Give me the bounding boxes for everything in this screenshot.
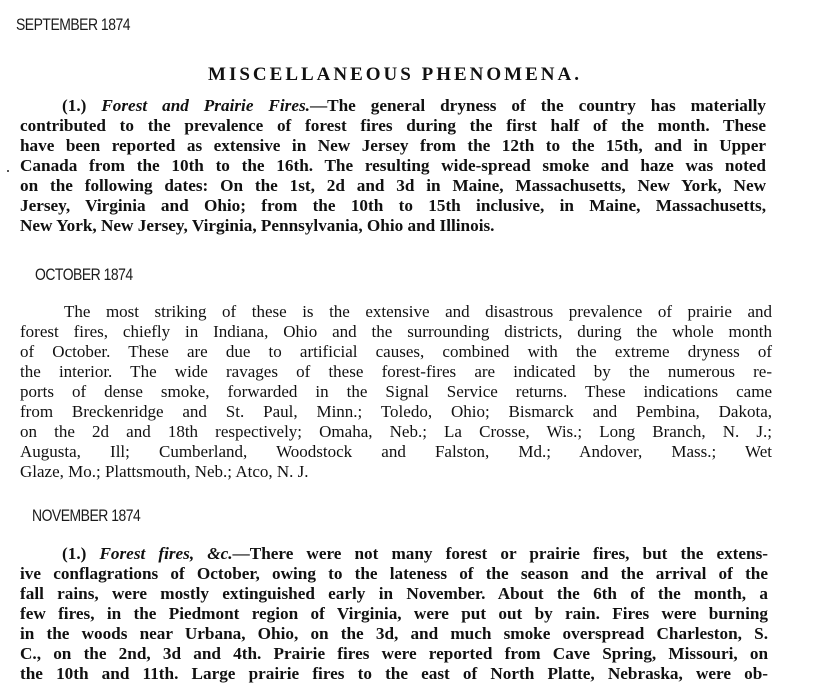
paragraph-line: forest fires, chiefly in Indiana, Ohio and the surrounding districts, during the whole month: [20, 322, 772, 341]
paragraph-line: (1.) Forest and Prairie Fires.—The general dryness of the country has materially: [62, 96, 767, 115]
paragraph-line: Canada from the 10th to the 16th. The resulting wide-spread smoke and haze was noted: [20, 156, 766, 175]
section-heading: Forest and Prairie Fires.: [101, 96, 310, 115]
paragraph-line: ive conflagrations of October, owing to the lateness of the season and the arrival of the: [20, 564, 768, 583]
paragraph-line: from Breckenridge and St. Paul, Minn.; Toledo, Ohio; Bismarck and Pembina, Dakota,: [20, 402, 772, 421]
paragraph-september: [20, 96, 766, 236]
paragraph-november: [20, 544, 768, 684]
paragraph-line: Jersey, Virginia and Ohio; from the 10th to 15th inclusive, in Maine, Massachusetts,: [20, 196, 766, 215]
paragraph-line: ports of dense smoke, forwarded in the Signal Service returns. These indications came: [20, 382, 772, 401]
paragraph-line: of October. These are due to artificial causes, combined with the extreme dryness of: [20, 342, 772, 361]
paragraph-line: contributed to the prevalence of forest fires during the first half of the month. These: [20, 116, 766, 135]
paragraph-line: have been reported as extensive in New Jersey from the 12th to the 15th, and in Upper: [20, 136, 766, 155]
section-heading: Forest fires, &c.: [99, 544, 233, 563]
paragraph-line: the interior. The wide ravages of these forest-fires are indicated by the numerous re-: [20, 362, 772, 381]
paragraph-line: (1.) Forest fires, &c.—There were not many forest or prairie fires, but the extens-: [62, 544, 769, 563]
section-number: (1.): [62, 544, 87, 563]
page-title: MISCELLANEOUS PHENOMENA.: [208, 64, 582, 85]
paragraph-line: Glaze, Mo.; Plattsmouth, Neb.; Atco, N. J.: [20, 462, 309, 481]
paragraph-line: on the following dates: On the 1st, 2d and 3d in Maine, Massachusetts, New York, New: [20, 176, 766, 195]
paragraph-october: [20, 302, 772, 482]
paragraph-line: C., on the 2nd, 3d and 4th. Prairie fires were reported from Cave Spring, Missouri, on: [20, 644, 768, 663]
section-number: (1.): [62, 96, 87, 115]
header-october: OCTOBER 1874: [35, 265, 133, 284]
paragraph-line: Augusta, Ill; Cumberland, Woodstock and Falston, Md.; Andover, Mass.; Wet: [20, 442, 772, 461]
header-november: NOVEMBER 1874: [32, 506, 141, 525]
paragraph-line: on the 2d and 18th respectively; Omaha, Neb.; La Crosse, Wis.; Long Branch, N. J.;: [20, 422, 772, 441]
paragraph-line: The most striking of these is the extensive and disastrous prevalence of prairie and: [64, 302, 772, 321]
paragraph-line: New York, New Jersey, Virginia, Pennsylvania, Ohio and Illinois.: [20, 216, 495, 235]
paragraph-line: in the woods near Urbana, Ohio, on the 3d, and much smoke overspread Charleston, S.: [20, 624, 768, 643]
paragraph-line: fall rains, were mostly extinguished early in November. About the 6th of the month, a: [20, 584, 768, 603]
paragraph-line: few fires, in the Piedmont region of Virginia, were put out by rain. Fires were burning: [20, 604, 768, 623]
scan-speck: [7, 170, 9, 172]
header-september: SEPTEMBER 1874: [16, 15, 130, 34]
paragraph-line: the 10th and 11th. Large prairie fires to the east of North Platte, Nebraska, were ob-: [20, 664, 768, 683]
